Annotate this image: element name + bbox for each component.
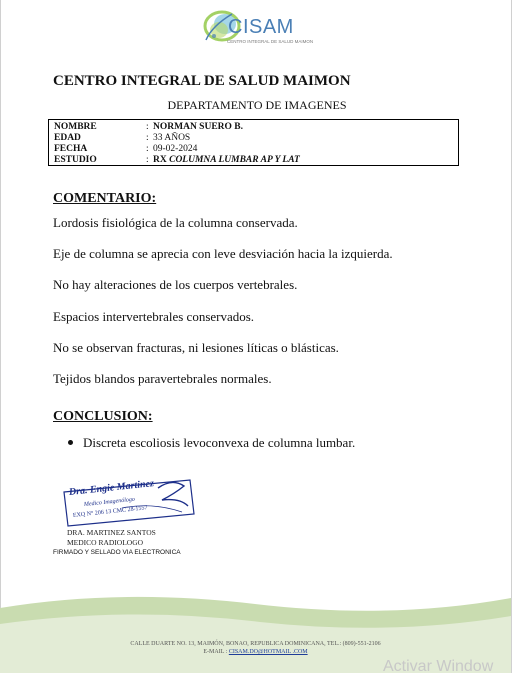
study-value — [153, 154, 300, 166]
study-label: ESTUDIO — [54, 155, 97, 165]
email-label: E-MAIL : — [203, 649, 228, 655]
study-prefix: RX — [153, 155, 167, 165]
doctor-role: MEDICO RADIOLOGO — [67, 538, 144, 547]
page-title: CENTRO INTEGRAL DE SALUD MAIMON — [53, 73, 351, 89]
doctor-name: DRA. MARTINEZ SANTOS — [67, 528, 156, 537]
comment-line: No se observan fracturas, ni lesiones líticas o blásticas. — [53, 340, 339, 355]
stamp-name: Dra. Engie Martinez — [68, 478, 155, 498]
separator: : — [146, 144, 149, 154]
patient-info-box — [48, 119, 459, 166]
footer-email-line — [0, 649, 511, 655]
separator: : — [146, 133, 149, 143]
stamp-exequatur: EXQ N° 206 13 CMC 28-1557 — [72, 505, 148, 519]
comment-line: Eje de columna se aprecia con leve desviación hacia la izquierda. — [53, 246, 393, 261]
comment-heading: COMENTARIO: — [53, 191, 157, 206]
conclusion-heading: CONCLUSION: — [53, 409, 153, 424]
separator: : — [146, 122, 149, 132]
name-value: NORMAN SUERO B. — [153, 122, 243, 132]
email-link[interactable]: CISAM.DO@HOTMAIL .COM — [228, 649, 308, 655]
separator: : — [146, 155, 149, 165]
comment-line: Espacios intervertebrales conservados. — [53, 309, 255, 324]
logo-text: CISAM — [228, 16, 294, 38]
department-heading: DEPARTAMENTO DE IMAGENES — [167, 98, 347, 112]
study-name: COLUMNA LUMBAR AP Y LAT — [169, 155, 300, 165]
activation-watermark: Activar Window — [383, 658, 494, 675]
comment-line: Lordosis fisiológica de la columna conservada. — [53, 215, 298, 230]
stamp-role: Medico Imagenólogo — [83, 496, 136, 508]
logo-subtext: CENTRO INTEGRAL DE SALUD MAIMON — [227, 39, 314, 44]
name-label: NOMBRE — [54, 122, 97, 132]
footer-address: CALLE DUARTE NO. 13, MAIMÓN, BONAO, REPUBLICA DOMINICANA, TEL.: (809)-551-2106 — [130, 641, 381, 647]
comment-line: Tejidos blandos paravertebrales normales. — [53, 371, 272, 386]
age-label: EDAD — [54, 133, 81, 143]
bullet-icon — [68, 440, 73, 445]
conclusion-item: Discreta escoliosis levoconvexa de columna lumbar. — [83, 435, 356, 450]
age-value: 33 AÑOS — [153, 133, 191, 143]
date-label: FECHA — [54, 144, 88, 154]
date-value: 09-02-2024 — [153, 144, 198, 154]
comment-line: No hay alteraciones de los cuerpos vertebrales. — [53, 277, 298, 292]
signed-note: FIRMADO Y SELLADO VIA ELECTRONICA — [53, 549, 181, 556]
